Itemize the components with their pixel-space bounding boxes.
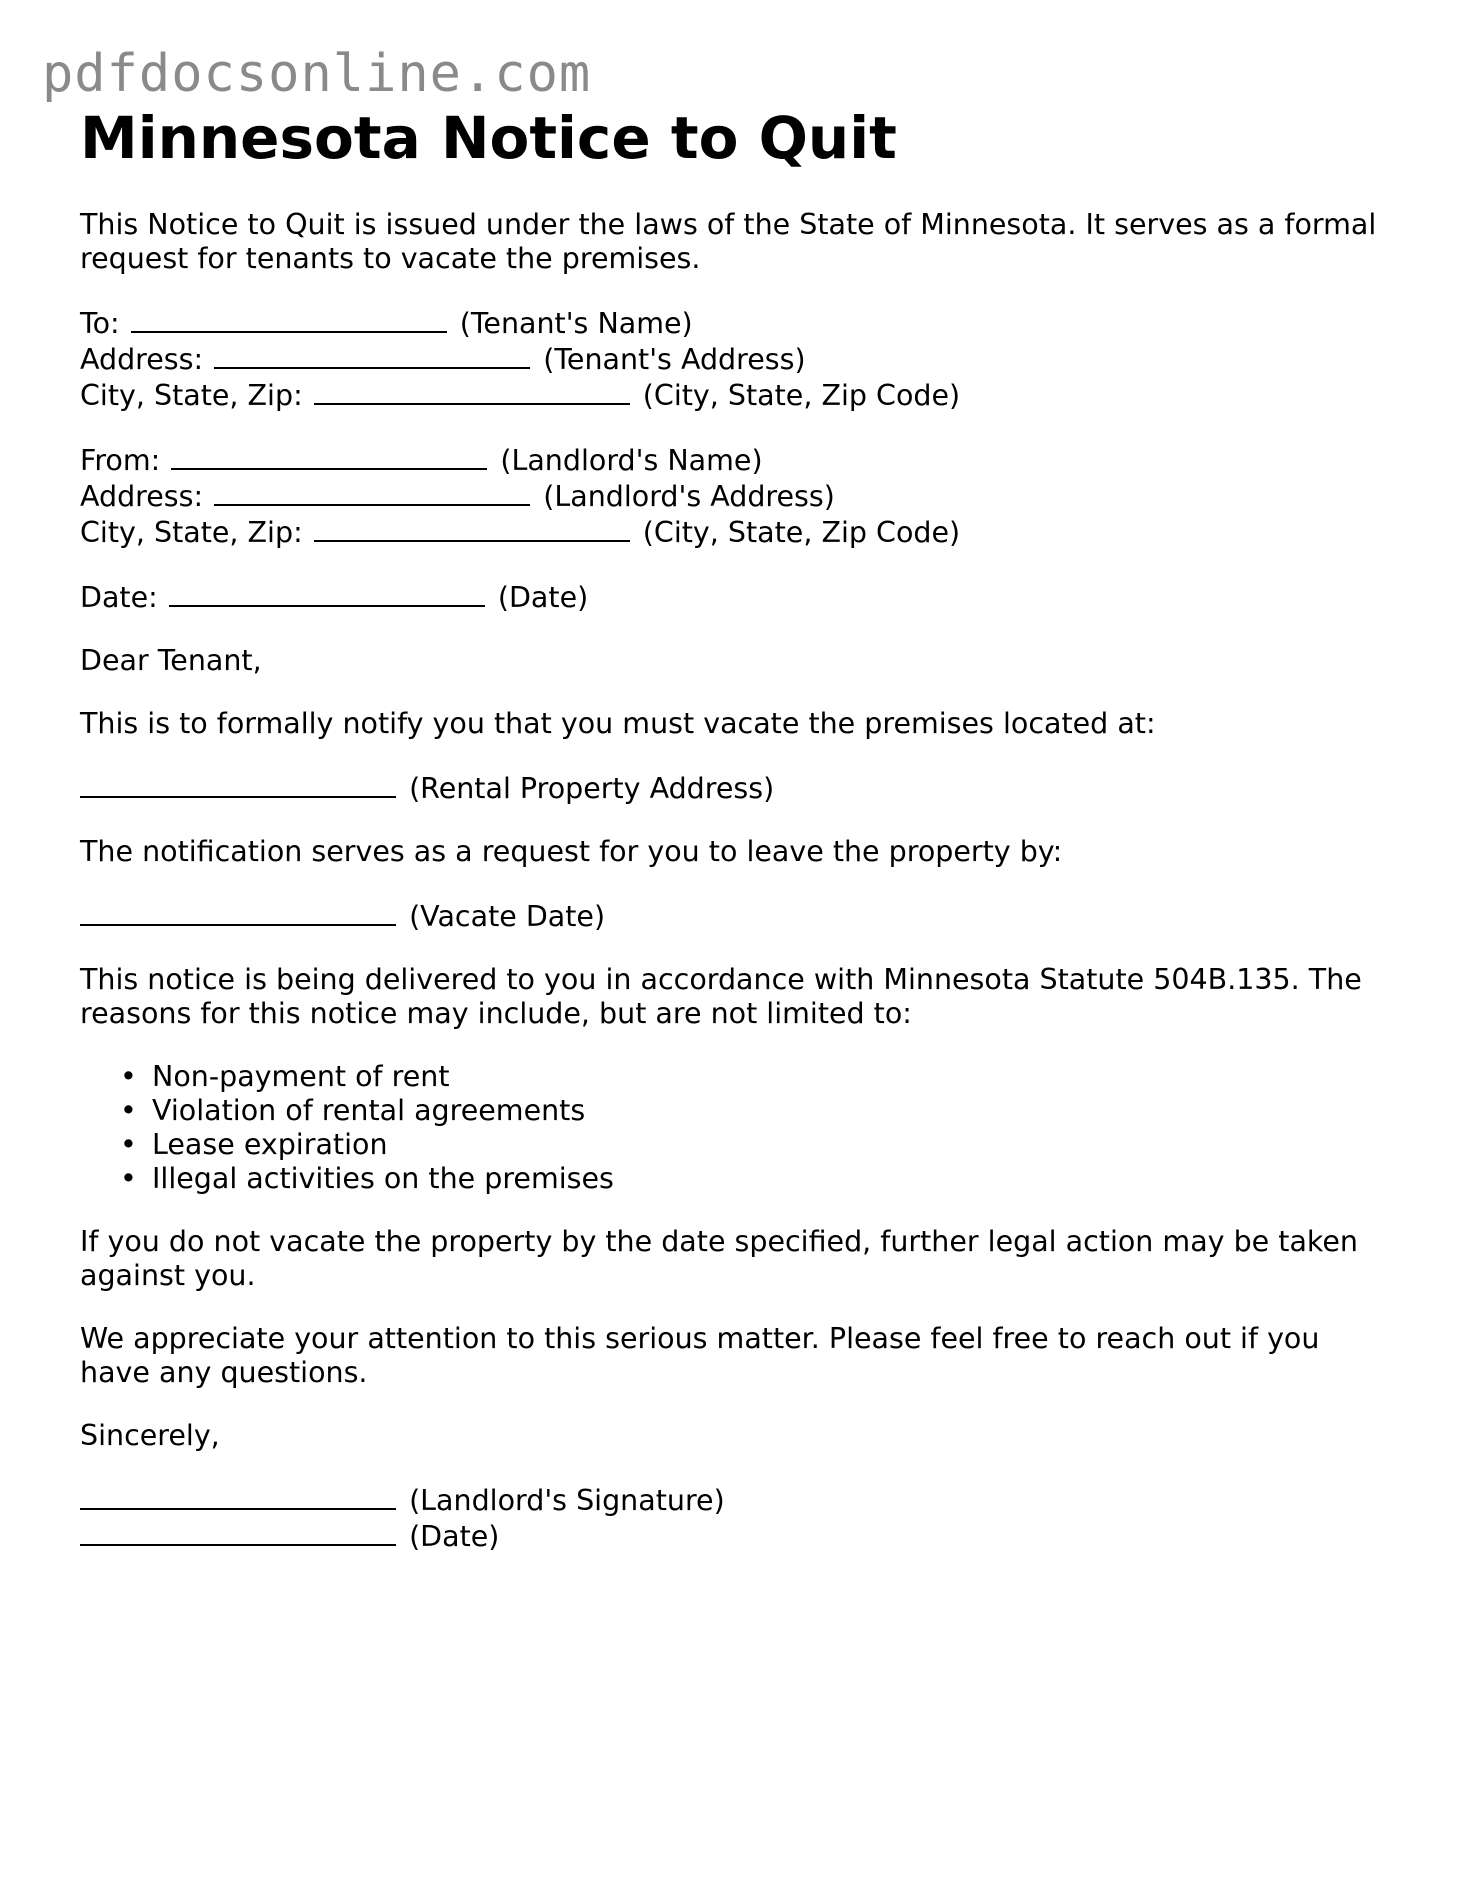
landlord-name-hint: (Landlord's Name) [500,444,763,477]
from-label: From: [80,444,161,477]
list-item: • Lease expiration [152,1128,1390,1162]
tenant-city-blank[interactable] [314,377,630,405]
tenant-name-line [80,305,1390,341]
intro-paragraph: This Notice to Quit is issued under the laws of the State of Minnesota. It serves as a formal request for tenants to vacate the premises. [80,208,1377,275]
watermark: pdfdocsonline.com [42,44,592,104]
date-blank[interactable] [169,579,485,607]
warning-paragraph: If you do not vacate the property by the date specified, further legal action may be taken against you. [80,1225,1358,1292]
date-line [80,579,1390,615]
tenant-name-hint: (Tenant's Name) [459,307,693,340]
landlord-address-line [80,478,1390,514]
landlord-name-line [80,442,1390,478]
appreciate-paragraph: We appreciate your attention to this serious matter. Please feel free to reach out if you have any questions. [80,1322,1320,1389]
notify-paragraph: This is to formally notify you that you must vacate the premises located at: [80,707,1156,740]
landlord-city-label: City, State, Zip: [80,516,303,549]
landlord-address-hint: (Landlord's Address) [543,480,835,513]
reasons-list [80,1060,1390,1196]
landlord-address-label: Address: [80,480,204,513]
property-address-line [80,770,1390,806]
date-label: Date: [80,581,158,614]
signature-line [80,1482,1390,1518]
signature-blank[interactable] [80,1482,396,1510]
landlord-city-hint: (City, State, Zip Code) [642,516,961,549]
tenant-block [80,305,1390,413]
signature-block [80,1482,1390,1554]
leave-paragraph: The notification serves as a request for you to leave the property by: [80,835,1063,868]
signature-hint: (Landlord's Signature) [409,1484,725,1517]
tenant-name-blank[interactable] [131,305,447,333]
date-hint: (Date) [497,581,589,614]
landlord-city-line [80,514,1390,550]
landlord-address-blank[interactable] [214,478,530,506]
tenant-address-line [80,341,1390,377]
tenant-city-label: City, State, Zip: [80,379,303,412]
salutation: Dear Tenant, [80,644,262,677]
vacate-date-hint: (Vacate Date) [409,900,606,933]
statute-paragraph: This notice is being delivered to you in accordance with Minnesota Statute 504B.135. The reasons for this notice may include, but are not limited to: [80,963,1362,1030]
document-body [80,100,1390,1554]
vacate-date-blank[interactable] [80,898,396,926]
list-item: • Violation of rental agreements [152,1094,1390,1128]
to-label: To: [80,307,120,340]
landlord-city-blank[interactable] [314,514,630,542]
landlord-block [80,442,1390,550]
property-address-hint: (Rental Property Address) [409,772,775,805]
signature-date-blank[interactable] [80,1518,396,1546]
tenant-city-line [80,377,1390,413]
signature-date-line [80,1518,1390,1554]
tenant-address-hint: (Tenant's Address) [543,343,806,376]
tenant-address-label: Address: [80,343,204,376]
tenant-address-blank[interactable] [214,341,530,369]
property-address-blank[interactable] [80,770,396,798]
closing: Sincerely, [80,1419,220,1452]
list-item: • Non-payment of rent [152,1060,1390,1094]
page-title: Minnesota Notice to Quit [80,104,897,172]
landlord-name-blank[interactable] [171,442,487,470]
list-item: • Illegal activities on the premises [152,1162,1390,1196]
tenant-city-hint: (City, State, Zip Code) [642,379,961,412]
signature-date-hint: (Date) [409,1520,500,1553]
vacate-date-line [80,898,1390,934]
